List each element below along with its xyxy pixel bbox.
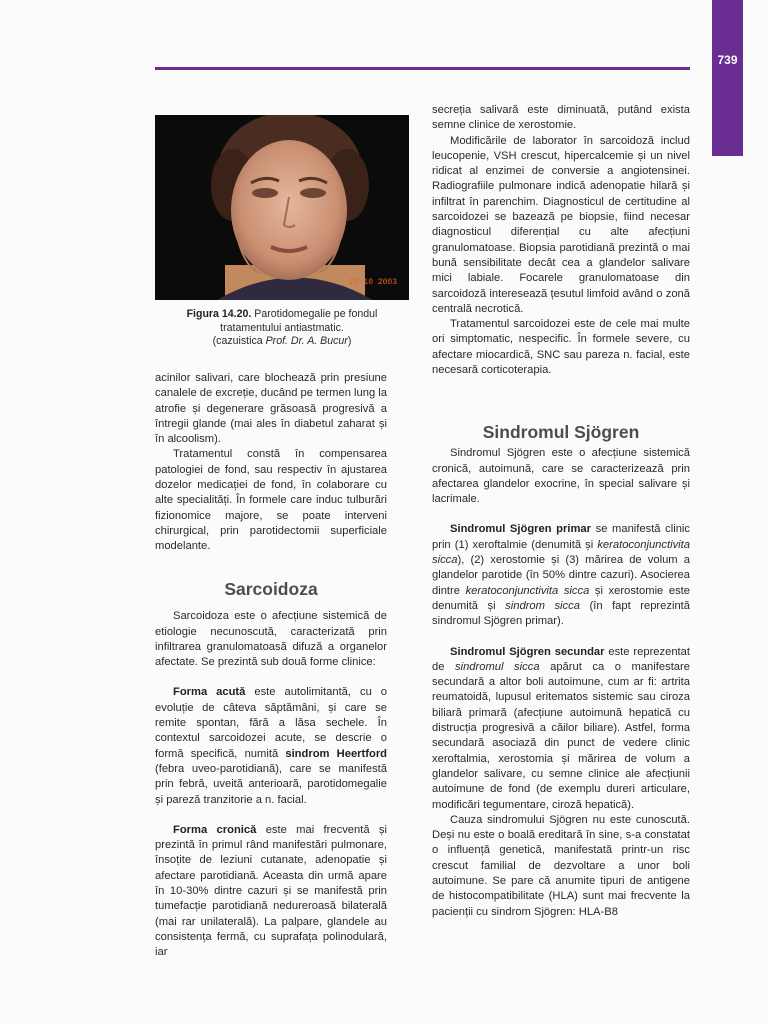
- term-keratoconjunctivita-1: keratoconjunctivita sicca: [432, 538, 690, 567]
- left-paragraph-4-b: (febra uveo-parotidiană), care se manifestă prin febră, uveită anterioară, parotidomegalie și pareză tranzitorie a n. facial.: [155, 762, 387, 806]
- term-sindrom-sicca: sindrom sicca: [505, 599, 580, 612]
- right-paragraph-5-d: (în fapt reprezintă sindromul Sjögren primar).: [432, 599, 691, 628]
- patient-portrait: [155, 115, 409, 300]
- forma-acuta-term: Forma acută: [173, 686, 246, 699]
- left-paragraph-4: [155, 685, 387, 807]
- right-paragraph-4: Sindromul Sjögren este o afecțiune sistemică cronică, autoimună, care se caracterizează prin afectarea glandelor exocrine, în special salivare și lacrimale.: [432, 447, 690, 506]
- caption-source-prefix: (cazuistica: [212, 335, 266, 347]
- left-paragraph-5-text: este mai frecventă și prezintă în primul rând manifestări pulmonare, însoțite de leziuni cutanate, adenopatie și afectare parotidiană. Aceasta din urmă apare în 10-30% dintre cazuri și se manifestă prin tumefacție parotidiană nedureroasă bilaterală (mai rar unilaterală). La palpare, glandele au consistența fermă, cu suprafața polinodulară, iar: [155, 823, 387, 959]
- right-paragraph-5-a: se manifestă clinic prin (1) xeroftalmie (denumită și: [432, 523, 690, 551]
- right-column-upper: [432, 103, 690, 378]
- page-number: 739: [717, 53, 738, 67]
- left-paragraph-1: acinilor salivari, care blochează prin presiune canalele de excreție, ducând pe termen lung la atrofie și degenerare grăsoasă progresivă a întregii glande (mai ales în diabetul zaharat și în alcoolism).: [155, 372, 387, 446]
- caption-label: Figura 14.20.: [186, 308, 252, 320]
- term-keratoconjunctivita-2: keratoconjunctivita sicca: [465, 584, 590, 597]
- right-paragraph-6: [432, 645, 690, 813]
- heading-sarcoidoza: Sarcoidoza: [224, 579, 318, 599]
- right-paragraph-3: Tratamentul sarcoidozei este de cele mai multe ori simptomatic, nespecific. În formele severe, cu afectare miocardică, SNC sau pareza n. facial, este necesară corticoterapia.: [432, 318, 690, 377]
- right-paragraph-2: Modificările de laborator în sarcoidoză includ leucopenie, VSH crescut, hipercalcemie și un nivel ridicat al enzimei de conversie a angiotensinei. Radiografiile pulmonare indică adenopatie hilară și infiltrat în parenchim. Diagnosticul de certitudine al sarcoidozei se bazează pe biopsie, fiind necesar diagnosticul diferențial cu alte afecțiuni granulomatoase. Biopsia parotidiană prezintă o mai bună sensibilitate decât cea a glandelor salivare mici labiale. Focarele granulomatoase din sarcoidoză interesează țesutul limfoid având o zonă centrală necrotică.: [432, 134, 690, 315]
- right-paragraph-6-a: este reprezentat de: [432, 645, 690, 673]
- sindrom-heertford-term: sindrom Heertford: [285, 747, 388, 760]
- sjogren-secundar-term: Sindromul Sjögren secundar: [450, 645, 605, 658]
- right-paragraph-1: secreția salivară este diminuată, putând exista semne clinice de xerostomie.: [432, 104, 690, 132]
- left-column-lower: [155, 579, 388, 961]
- header-rule: [155, 67, 690, 70]
- right-paragraph-5-c: și xerostomie este denumită și: [432, 584, 691, 612]
- right-column-lower: [432, 422, 691, 920]
- term-sindromul-sicca: sindromul sicca: [455, 660, 540, 673]
- figure-photo: [155, 115, 409, 300]
- caption-source-suffix: ): [347, 335, 352, 347]
- left-paragraph-3: Sarcoidoza este o afecțiune sistemică de etiologie necunoscută, caracterizată prin infiltrarea granulomatoasă difuză a organelor afectate. Se prezintă sub două forme clinice:: [155, 610, 387, 669]
- left-paragraph-2: Tratamentul constă în compensarea patologiei de fond, sau respectiv în ajustarea dozelor medicației de fond, în colaborare cu alte specialități. În formele care induc tulburări fizionomice majore, se poate interveni chirurgical, prin parotidectomii superficiale modelante.: [155, 448, 387, 553]
- heading-sindromul-sjogren: Sindromul Sjögren: [482, 422, 640, 442]
- figure-caption: [155, 308, 409, 349]
- forma-cronica-term: Forma cronică: [173, 823, 257, 836]
- sjogren-primar-term: Sindromul Sjögren primar: [450, 523, 591, 536]
- left-column-upper: [155, 371, 387, 555]
- right-paragraph-6-b: apărut ca o manifestare secundară a altor boli autoimune, cum ar fi: artrita reumatoidă, lupusul eritematos sistemic sau ciroza biliară primară (afecțiune autoimună hepatică cu distrucția progresivă a căilor biliare). Astfel, forma secundară asociază din punct de vedere clinic xeroftalmia, xerostomia și mărirea de volum a glandelor salivare, cu semne clinice ale afecțiunii autoimune de fond (de exemplu dureri articulare, modificări tegumentare, ciroză hepatică).: [432, 660, 690, 811]
- right-paragraph-7: Cauza sindromului Sjögren nu este cunoscută. Deși nu este o boală ereditară în sine, s-a constatat o influență genetică, manifestată printr-un risc crescut familial de dezvoltare a unor boli autoimune. Se pare că anumite tipuri de antigene de histocompatibilitate (HLA) sunt mai frecvente la pacienții cu sindrom Sjögren: HLA-B8: [432, 813, 690, 918]
- chapter-tab: [712, 0, 743, 156]
- photo-date-stamp: 20 10 2003: [348, 278, 397, 287]
- left-paragraph-4-a: este autolimitantă, cu o evoluție de câteva săptămâni, și care se remite spontan, fără a lăsa sechele. În contextul sarcoidozei acute, se descrie o formă specifică, numită: [155, 686, 387, 760]
- left-paragraph-5: [155, 823, 387, 961]
- right-paragraph-5-b: ), (2) xerostomie și (3) mărirea de volum a glandelor parotide (în 50% dintre cazuri). Asocierea dintre: [432, 554, 690, 597]
- caption-text: Parotidomegalie pe fondul tratamentului antiastmatic.: [220, 308, 378, 334]
- right-paragraph-5: [432, 522, 690, 629]
- caption-source-author: Prof. Dr. A. Bucur: [265, 335, 348, 347]
